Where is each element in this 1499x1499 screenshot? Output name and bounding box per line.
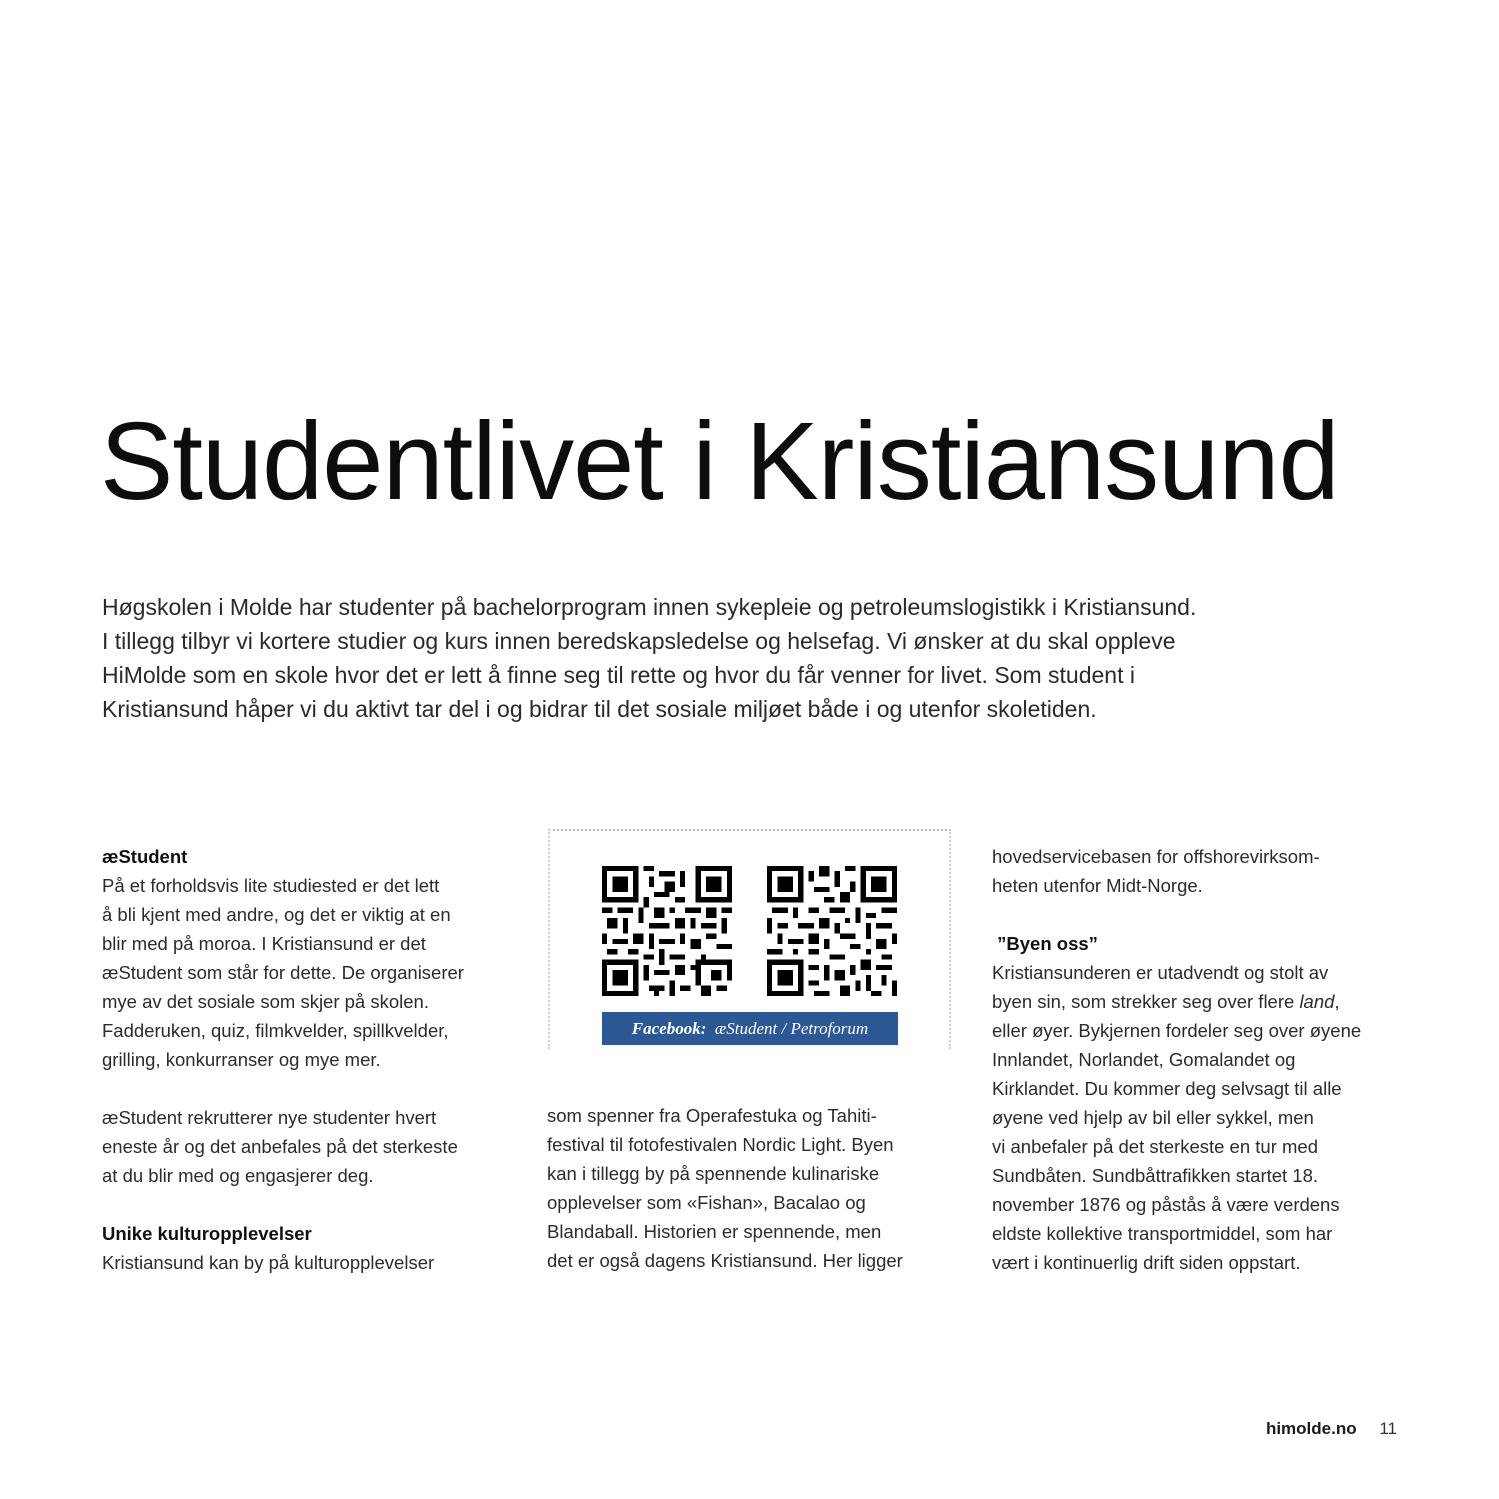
text-line: hovedservicebasen for offshorevirksom- <box>992 846 1320 867</box>
intro-line: I tillegg tilbyr vi kortere studier og kurs innen beredskapsledelse og helsefag. Vi ønsker at du skal oppleve <box>102 628 1176 654</box>
text-line: heten utenfor Midt-Norge. <box>992 875 1203 896</box>
heading-culture: Unike kulturopplevelser <box>102 1223 312 1244</box>
intro-line: Kristiansund håper vi du aktivt tar del i og bidrar til det sosiale miljøet både i og utenfor skoletiden. <box>102 696 1097 722</box>
paragraph-culture-cont <box>547 1101 947 1275</box>
text-line: festival til fotofestivalen Nordic Light. Byen <box>547 1134 894 1155</box>
text-line: november 1876 og påstås å være verdens <box>992 1194 1340 1215</box>
paragraph-offshore <box>992 842 1392 900</box>
column-right <box>992 842 1392 1277</box>
text-line <box>992 987 1392 1016</box>
footer-site-link[interactable]: himolde.no <box>1265 1419 1357 1438</box>
paragraph-culture <box>102 1248 502 1277</box>
text-line: blir med på moroa. I Kristiansund er det <box>102 933 426 954</box>
text-line: som spenner fra Operafestuka og Tahiti- <box>547 1105 877 1126</box>
text-line: Kirklandet. Du kommer deg selvsagt til alle <box>992 1078 1342 1099</box>
qr-code-box <box>548 829 951 1049</box>
text-line: eneste år og det anbefales på det sterkeste <box>102 1136 458 1157</box>
text-line: øyene ved hjelp av bil eller sykkel, men <box>992 1107 1314 1128</box>
page-number: 11 <box>1379 1419 1397 1438</box>
text-line: Fadderuken, quiz, filmkvelder, spillkvelder, <box>102 1020 449 1041</box>
text-line: Blandaball. Historien er spennende, men <box>547 1221 882 1242</box>
text-line: Sundbåten. Sundbåttrafikken startet 18. <box>992 1165 1319 1186</box>
text-line: Kristiansund kan by på kulturopplevelser <box>102 1252 435 1273</box>
text-line: Kristiansunderen er utadvendt og stolt av <box>992 962 1329 983</box>
facebook-label-prefix: Facebook: <box>631 1019 707 1038</box>
heading-aestudent: æStudent <box>102 846 188 867</box>
intro-paragraph <box>102 590 1362 726</box>
text-line: æStudent som står for dette. De organiserer <box>102 962 464 983</box>
text-line: Innlandet, Norlandet, Gomalandet og <box>992 1049 1296 1070</box>
intro-line: Høgskolen i Molde har studenter på bachelorprogram innen sykepleie og petroleumslogistikk i Kristiansund. <box>102 594 1197 620</box>
italic-word-land: land <box>1299 991 1335 1012</box>
text-line: opplevelser som «Fishan», Bacalao og <box>547 1192 866 1213</box>
text-line: vært i kontinuerlig drift siden oppstart. <box>992 1252 1301 1273</box>
heading-byen-oss: ”Byen oss” <box>992 933 1098 954</box>
text-line: eldste kollektive transportmiddel, som har <box>992 1223 1333 1244</box>
intro-line: HiMolde som en skole hvor det er lett å finne seg til rette og hvor du får venner for livet. Som student i <box>102 662 1135 688</box>
text-line: På et forholdsvis lite studiested er det lett <box>102 875 440 896</box>
qr-code-petroforum[interactable] <box>767 866 897 996</box>
text-line: å bli kjent med andre, og det er viktig at en <box>102 904 451 925</box>
text-fragment: byen sin, som strekker seg over flere <box>992 991 1300 1012</box>
text-line: det er også dagens Kristiansund. Her ligger <box>547 1250 903 1271</box>
text-line: eller øyer. Bykjernen fordeler seg over øyene <box>992 1020 1362 1041</box>
text-line: æStudent rekrutterer nye studenter hvert <box>102 1107 437 1128</box>
qr-code-aestudent[interactable] <box>602 866 732 996</box>
page-footer <box>1266 1418 1397 1440</box>
text-line: kan i tillegg by på spennende kulinariske <box>547 1163 880 1184</box>
text-fragment: , <box>1334 991 1340 1012</box>
text-line: grilling, konkurranser og mye mer. <box>102 1049 381 1070</box>
facebook-label-pages: æStudent / Petroforum <box>714 1019 869 1038</box>
column-middle <box>547 1101 947 1275</box>
text-line: vi anbefaler på det sterkeste en tur med <box>992 1136 1318 1157</box>
paragraph-aestudent <box>102 871 502 1074</box>
paragraph-byen-oss <box>992 958 1392 1277</box>
page-title: Studentlivet i Kristiansund <box>100 400 1339 523</box>
facebook-label-bar <box>602 1012 898 1045</box>
column-left <box>102 842 502 1277</box>
text-line: mye av det sosiale som skjer på skolen. <box>102 991 429 1012</box>
text-line: at du blir med og engasjerer deg. <box>102 1165 374 1186</box>
paragraph-recruit <box>102 1103 502 1190</box>
